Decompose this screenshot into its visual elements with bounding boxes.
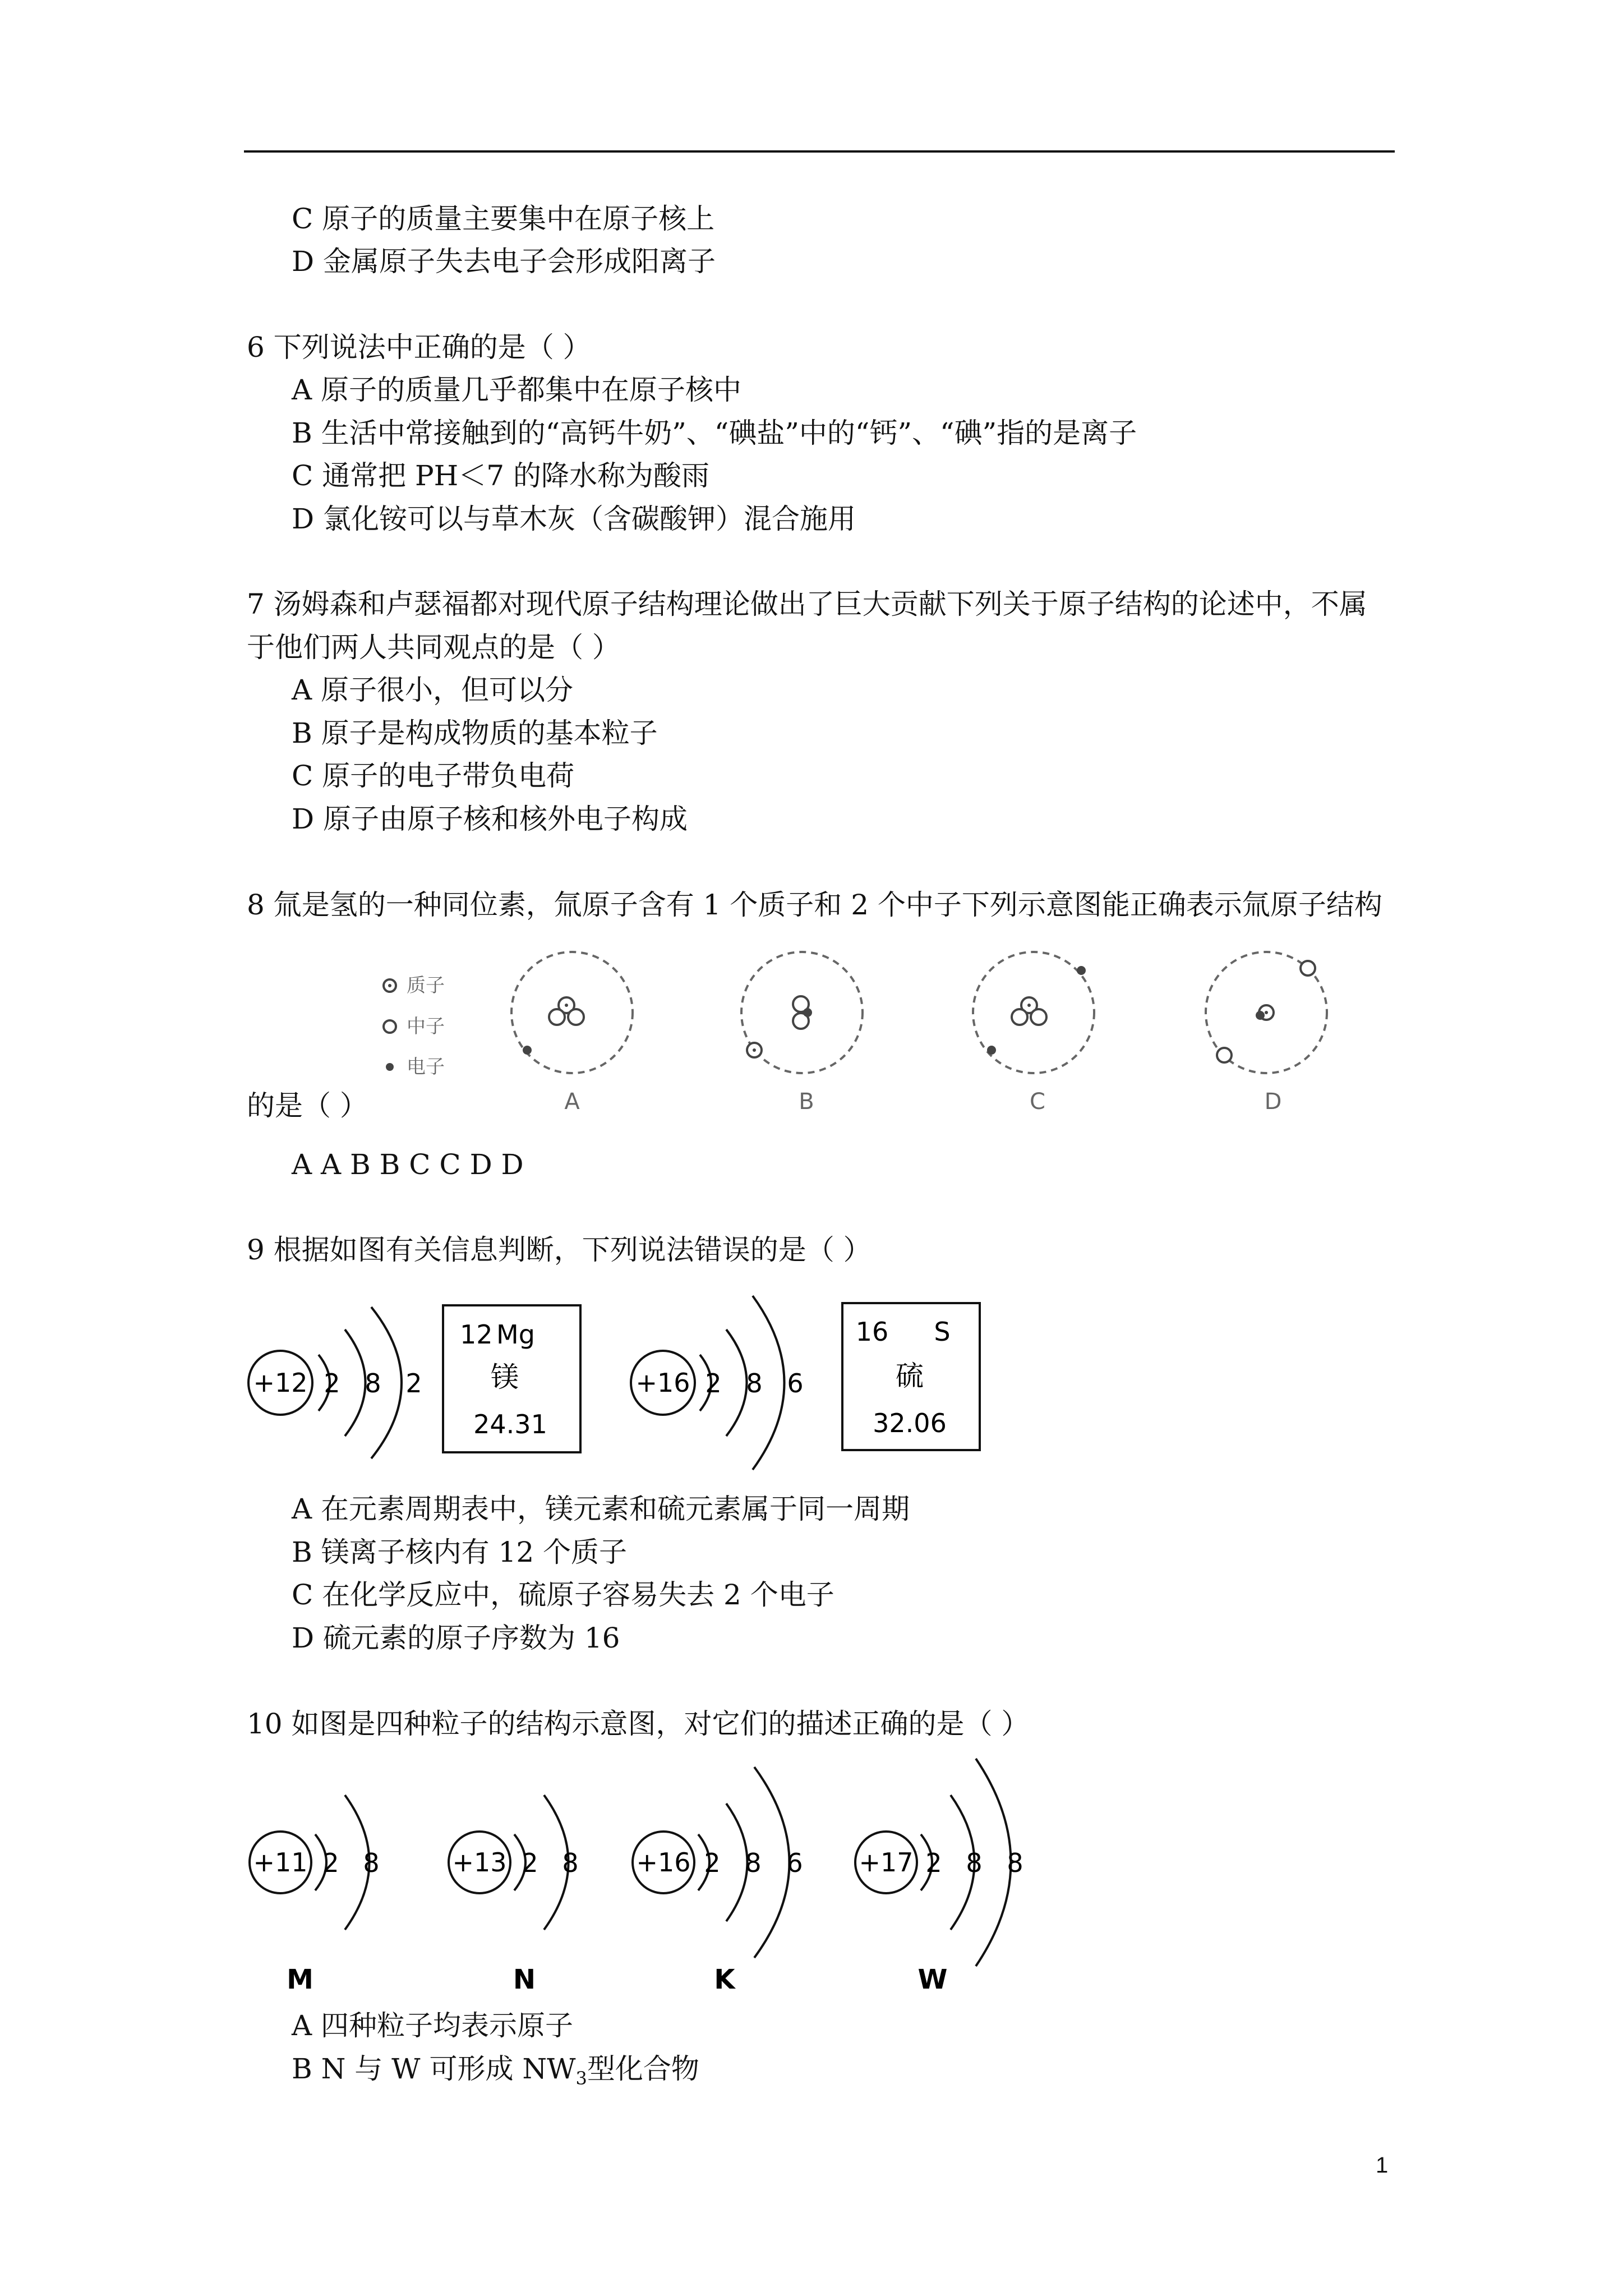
legend-neutron <box>384 1015 445 1038</box>
q9-stem: 9 根据如图有关信息判断，下列说法错误的是（ ） <box>247 1234 872 1266</box>
s-shell-2: 8 <box>746 1368 763 1398</box>
q9-option-b: B 镁离子核内有 12 个质子 <box>292 1536 628 1568</box>
m-shell-1: 2 <box>322 1848 339 1878</box>
w-shell-1: 2 <box>925 1848 942 1878</box>
s-nucleus: +16 <box>635 1368 690 1398</box>
q10-stem: 10 如图是四种粒子的结构示意图，对它们的描述正确的是（ ） <box>247 1708 1030 1740</box>
q10-option-a: A 四种粒子均表示原子 <box>292 2009 574 2042</box>
mg-shell-3: 2 <box>405 1368 422 1398</box>
mg-shell-2: 8 <box>365 1368 381 1398</box>
k-shell-3: 6 <box>786 1848 803 1878</box>
q7-stem-line1: 7 汤姆森和卢瑟福都对现代原子结构理论做出了巨大贡献下列关于原子结构的论述中，不属 <box>247 588 1367 620</box>
s-mass: 32.06 <box>873 1408 947 1438</box>
q9-option-d: D 硫元素的原子序数为 16 <box>292 1622 620 1654</box>
mg-mass: 24.31 <box>473 1409 547 1439</box>
q7-option-d: D 原子由原子核和核外电子构成 <box>292 803 688 835</box>
svg-text:质子: 质子 <box>407 974 445 997</box>
n-shell-1: 2 <box>522 1848 538 1878</box>
mg-element-card <box>443 1305 580 1452</box>
particle-k <box>633 1767 803 1995</box>
s-symbol: S <box>934 1317 951 1347</box>
tritium-diagram <box>370 942 1357 1122</box>
q6-option-c: C 通常把 PH＜7 的降水称为酸雨 <box>292 459 709 492</box>
mg-s-diagram <box>247 1282 998 1484</box>
q9-option-c: C 在化学反应中，硫原子容易失去 2 个电子 <box>292 1579 834 1611</box>
svg-text:中子: 中子 <box>407 1015 445 1038</box>
q6-option-d: D 氯化铵可以与草木灰（含碳酸钾）混合施用 <box>292 503 856 535</box>
label-w: W <box>917 1964 948 1995</box>
q8-stem-line1: 8 氚是氢的一种同位素，氚原子含有 1 个质子和 2 个中子下列示意图能正确表示氚原子结构 <box>247 889 1382 921</box>
w-shell-2: 8 <box>966 1848 983 1878</box>
q5-option-d: D 金属原子失去电子会形成阳离子 <box>292 245 716 278</box>
q10-option-b-suffix: 型化合物 <box>587 2053 699 2085</box>
q8-stem-line2: 的是（ ） <box>247 1089 368 1122</box>
label-b: B <box>799 1089 814 1115</box>
page-number: 1 <box>1376 2153 1389 2178</box>
n-shell-2: 8 <box>562 1848 579 1878</box>
m-nucleus: +11 <box>253 1847 308 1878</box>
s-element-card <box>842 1303 980 1450</box>
q6-option-b: B 生活中常接触到的“高钙牛奶”、“碘盐”中的“钙”、“碘”指的是离子 <box>292 417 1137 449</box>
q10-option-b-text: B N 与 W 可形成 NW <box>292 2053 576 2085</box>
label-c: C <box>1030 1089 1045 1115</box>
atom-option-c <box>973 952 1094 1115</box>
s-number: 16 <box>855 1317 889 1347</box>
s-shell-3: 6 <box>787 1368 804 1398</box>
label-a: A <box>564 1089 580 1115</box>
label-k: K <box>714 1964 735 1995</box>
k-nucleus: +16 <box>636 1847 691 1878</box>
q8-options: A A B B C C D D <box>292 1148 524 1181</box>
particle-n <box>449 1795 579 1995</box>
label-d: D <box>1264 1089 1282 1115</box>
mg-shell-1: 2 <box>324 1368 340 1398</box>
particle-m <box>250 1795 380 1995</box>
svg-text:电子: 电子 <box>407 1056 445 1078</box>
s-atom-structure <box>631 1296 804 1470</box>
q7-stem-line2: 于他们两人共同观点的是（ ） <box>247 631 620 664</box>
q7-option-c: C 原子的电子带负电荷 <box>292 760 575 792</box>
q9-option-a: A 在元素周期表中，镁元素和硫元素属于同一周期 <box>292 1493 910 1525</box>
legend-proton <box>384 974 445 997</box>
mg-name: 镁 <box>491 1361 519 1393</box>
legend-electron <box>386 1056 445 1078</box>
mg-number: 12 <box>460 1319 493 1350</box>
w-nucleus: +17 <box>859 1847 914 1878</box>
q6-option-a: A 原子的质量几乎都集中在原子核中 <box>292 374 742 406</box>
mg-atom-structure <box>248 1307 422 1458</box>
q6-stem: 6 下列说法中正确的是（ ） <box>247 331 591 364</box>
k-shell-1: 2 <box>704 1848 721 1878</box>
header-rule <box>244 150 1395 153</box>
mg-nucleus: +12 <box>253 1368 308 1398</box>
atom-option-b <box>741 952 863 1115</box>
q7-option-a: A 原子很小，但可以分 <box>292 674 574 706</box>
q7-option-b: B 原子是构成物质的基本粒子 <box>292 717 658 749</box>
label-n: N <box>513 1964 536 1995</box>
label-m: M <box>287 1964 313 1995</box>
four-particles-diagram <box>247 1756 1043 1997</box>
k-shell-2: 8 <box>745 1848 762 1878</box>
mg-symbol: Mg <box>496 1319 535 1350</box>
n-nucleus: +13 <box>452 1847 507 1878</box>
s-shell-1: 2 <box>705 1368 722 1398</box>
s-name: 硫 <box>896 1360 924 1392</box>
atom-option-d <box>1206 952 1327 1115</box>
q10-option-b <box>292 2052 699 2095</box>
w-shell-3: 8 <box>1007 1848 1023 1878</box>
q5-option-c: C 原子的质量主要集中在原子核上 <box>292 203 715 235</box>
atom-option-a <box>511 952 633 1115</box>
particle-w <box>855 1759 1023 1995</box>
m-shell-2: 8 <box>363 1848 380 1878</box>
q10-option-b-subscript: 3 <box>575 2068 587 2089</box>
